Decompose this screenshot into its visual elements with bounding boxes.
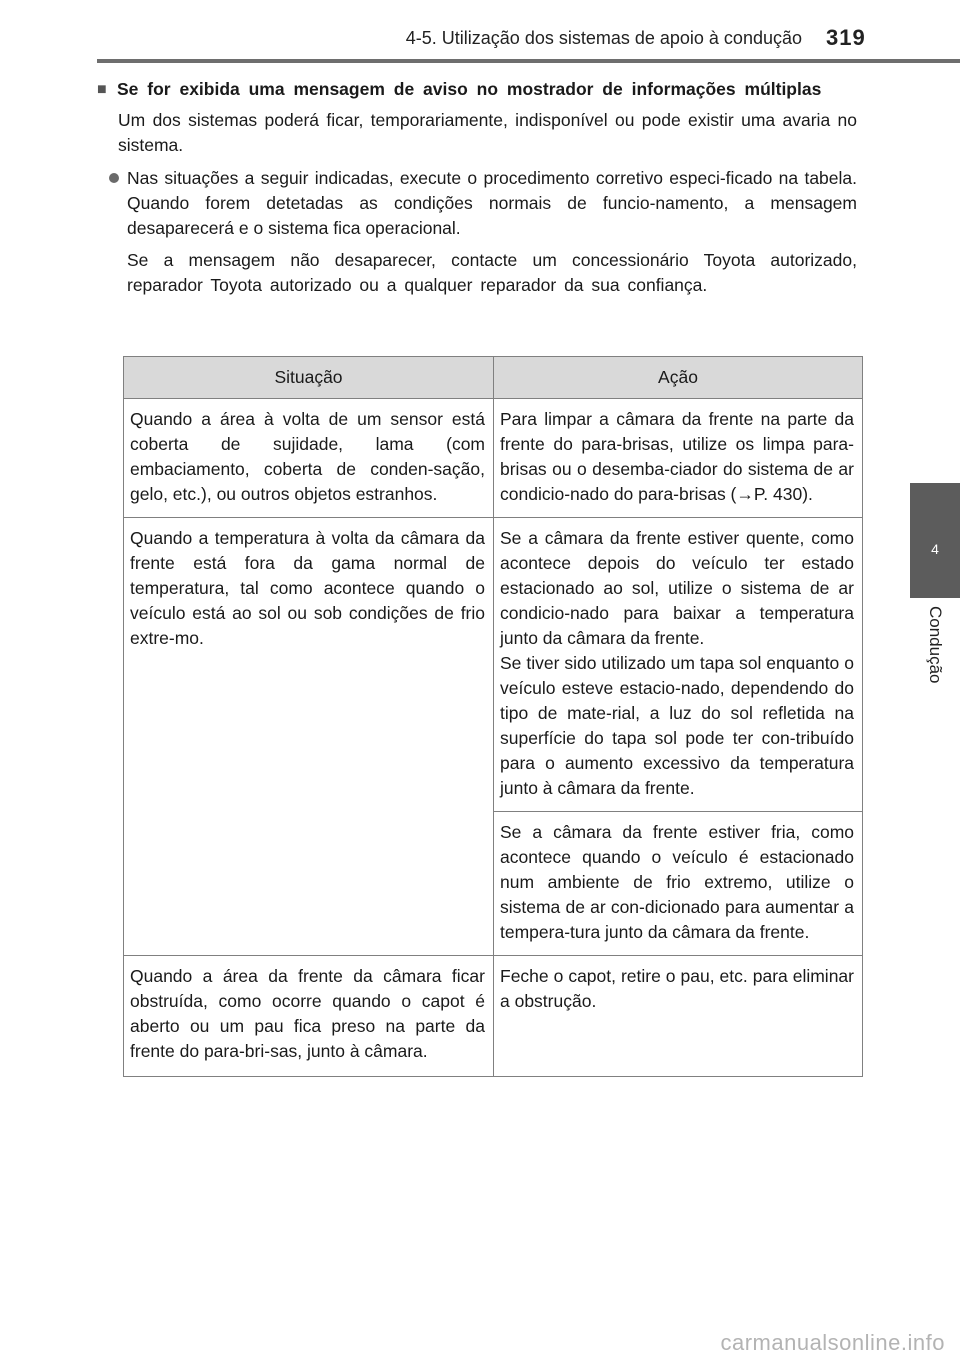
watermark: carmanualsonline.info	[720, 1330, 945, 1355]
table-row	[124, 518, 863, 812]
action-cell: Se a câmara da frente estiver fria, como acontece quando o veículo é estacionado num ambiente de frio extremo, utilize o sistema de ar con-dicionado para aumentar a tempera-tura junto da câmara da frente.	[494, 812, 863, 956]
header-divider	[97, 59, 960, 63]
situation-cell: Quando a área da frente da câmara ficar obstruída, como ocorre quando o capot é aberto ou um pau fica preso na parte da frente do para-bri-sas, junto à câmara.	[124, 956, 494, 1077]
situation-action-table	[123, 356, 863, 1077]
section-heading	[97, 78, 857, 101]
action-paragraph: Se a câmara da frente estiver quente, como acontece depois do veículo ter estado estacionado ao sol, utilize o sistema de ar condicio-nado para baixar a temperatura junto da câmara da frente.	[500, 528, 854, 648]
chapter-label: Condução	[926, 606, 945, 684]
chapter-number: 4	[931, 541, 939, 557]
section-note: Se a mensagem não desaparecer, contacte um concessionário Toyota autorizado, reparador Toyota autorizado ou a qualquer reparador da sua confiança.	[127, 250, 857, 295]
action-cell: Feche o capot, retire o pau, etc. para eliminar a obstrução.	[494, 956, 863, 1077]
bullet-text: Nas situações a seguir indicadas, execute o procedimento corretivo especi-ficado na tabela. Quando forem detetadas as condições normais de funcio-namento, a mensagem desaparecerá e o sistema fica operacional.	[127, 168, 857, 238]
situation-cell: Quando a temperatura à volta da câmara da frente está fora da gama normal de temperatura, tal como acontece quando o veículo está ao sol ou sob condições de frio extre-mo.	[124, 518, 494, 956]
page-number: 319	[826, 25, 866, 50]
table-row	[124, 399, 863, 518]
table-row	[124, 956, 863, 1077]
section-content	[97, 78, 857, 298]
section-intro: Um dos sistemas poderá ficar, temporariamente, indisponível ou pode existir uma avaria no sistema.	[118, 110, 857, 155]
section-heading-text: Se for exibida uma mensagem de aviso no mostrador de informações múltiplas	[117, 79, 822, 99]
running-header-title: 4-5. Utilização dos sistemas de apoio à condução	[405, 28, 802, 48]
action-cell	[494, 518, 863, 812]
square-bullet-icon: ■	[97, 81, 107, 98]
action-cell: Para limpar a câmara da frente na parte da frente do para-brisas, utilize os limpa para-brisas ou o desemba-ciador do sistema de ar condicio-nado do para-brisas (→P. 430).	[494, 399, 863, 518]
action-paragraph: Se tiver sido utilizado um tapa sol enquanto o veículo esteve estacio-nado, dependendo do tipo de mate-rial, a luz do sol refletida na superfície do tapa sol pode ter con-tribuído para o aumento excessivo da temperatura junto à câmara da frente.	[500, 653, 854, 798]
header-action: Ação	[494, 357, 863, 399]
round-bullet-icon	[109, 173, 119, 183]
bullet-item	[109, 166, 857, 241]
header-situation: Situação	[124, 357, 494, 399]
table-header-row	[124, 357, 863, 399]
situation-cell: Quando a área à volta de um sensor está coberta de sujidade, lama (com embaciamento, coberta de conden-sação, gelo, etc.), ou outros objetos estranhos.	[124, 399, 494, 518]
chapter-tab	[910, 483, 960, 598]
